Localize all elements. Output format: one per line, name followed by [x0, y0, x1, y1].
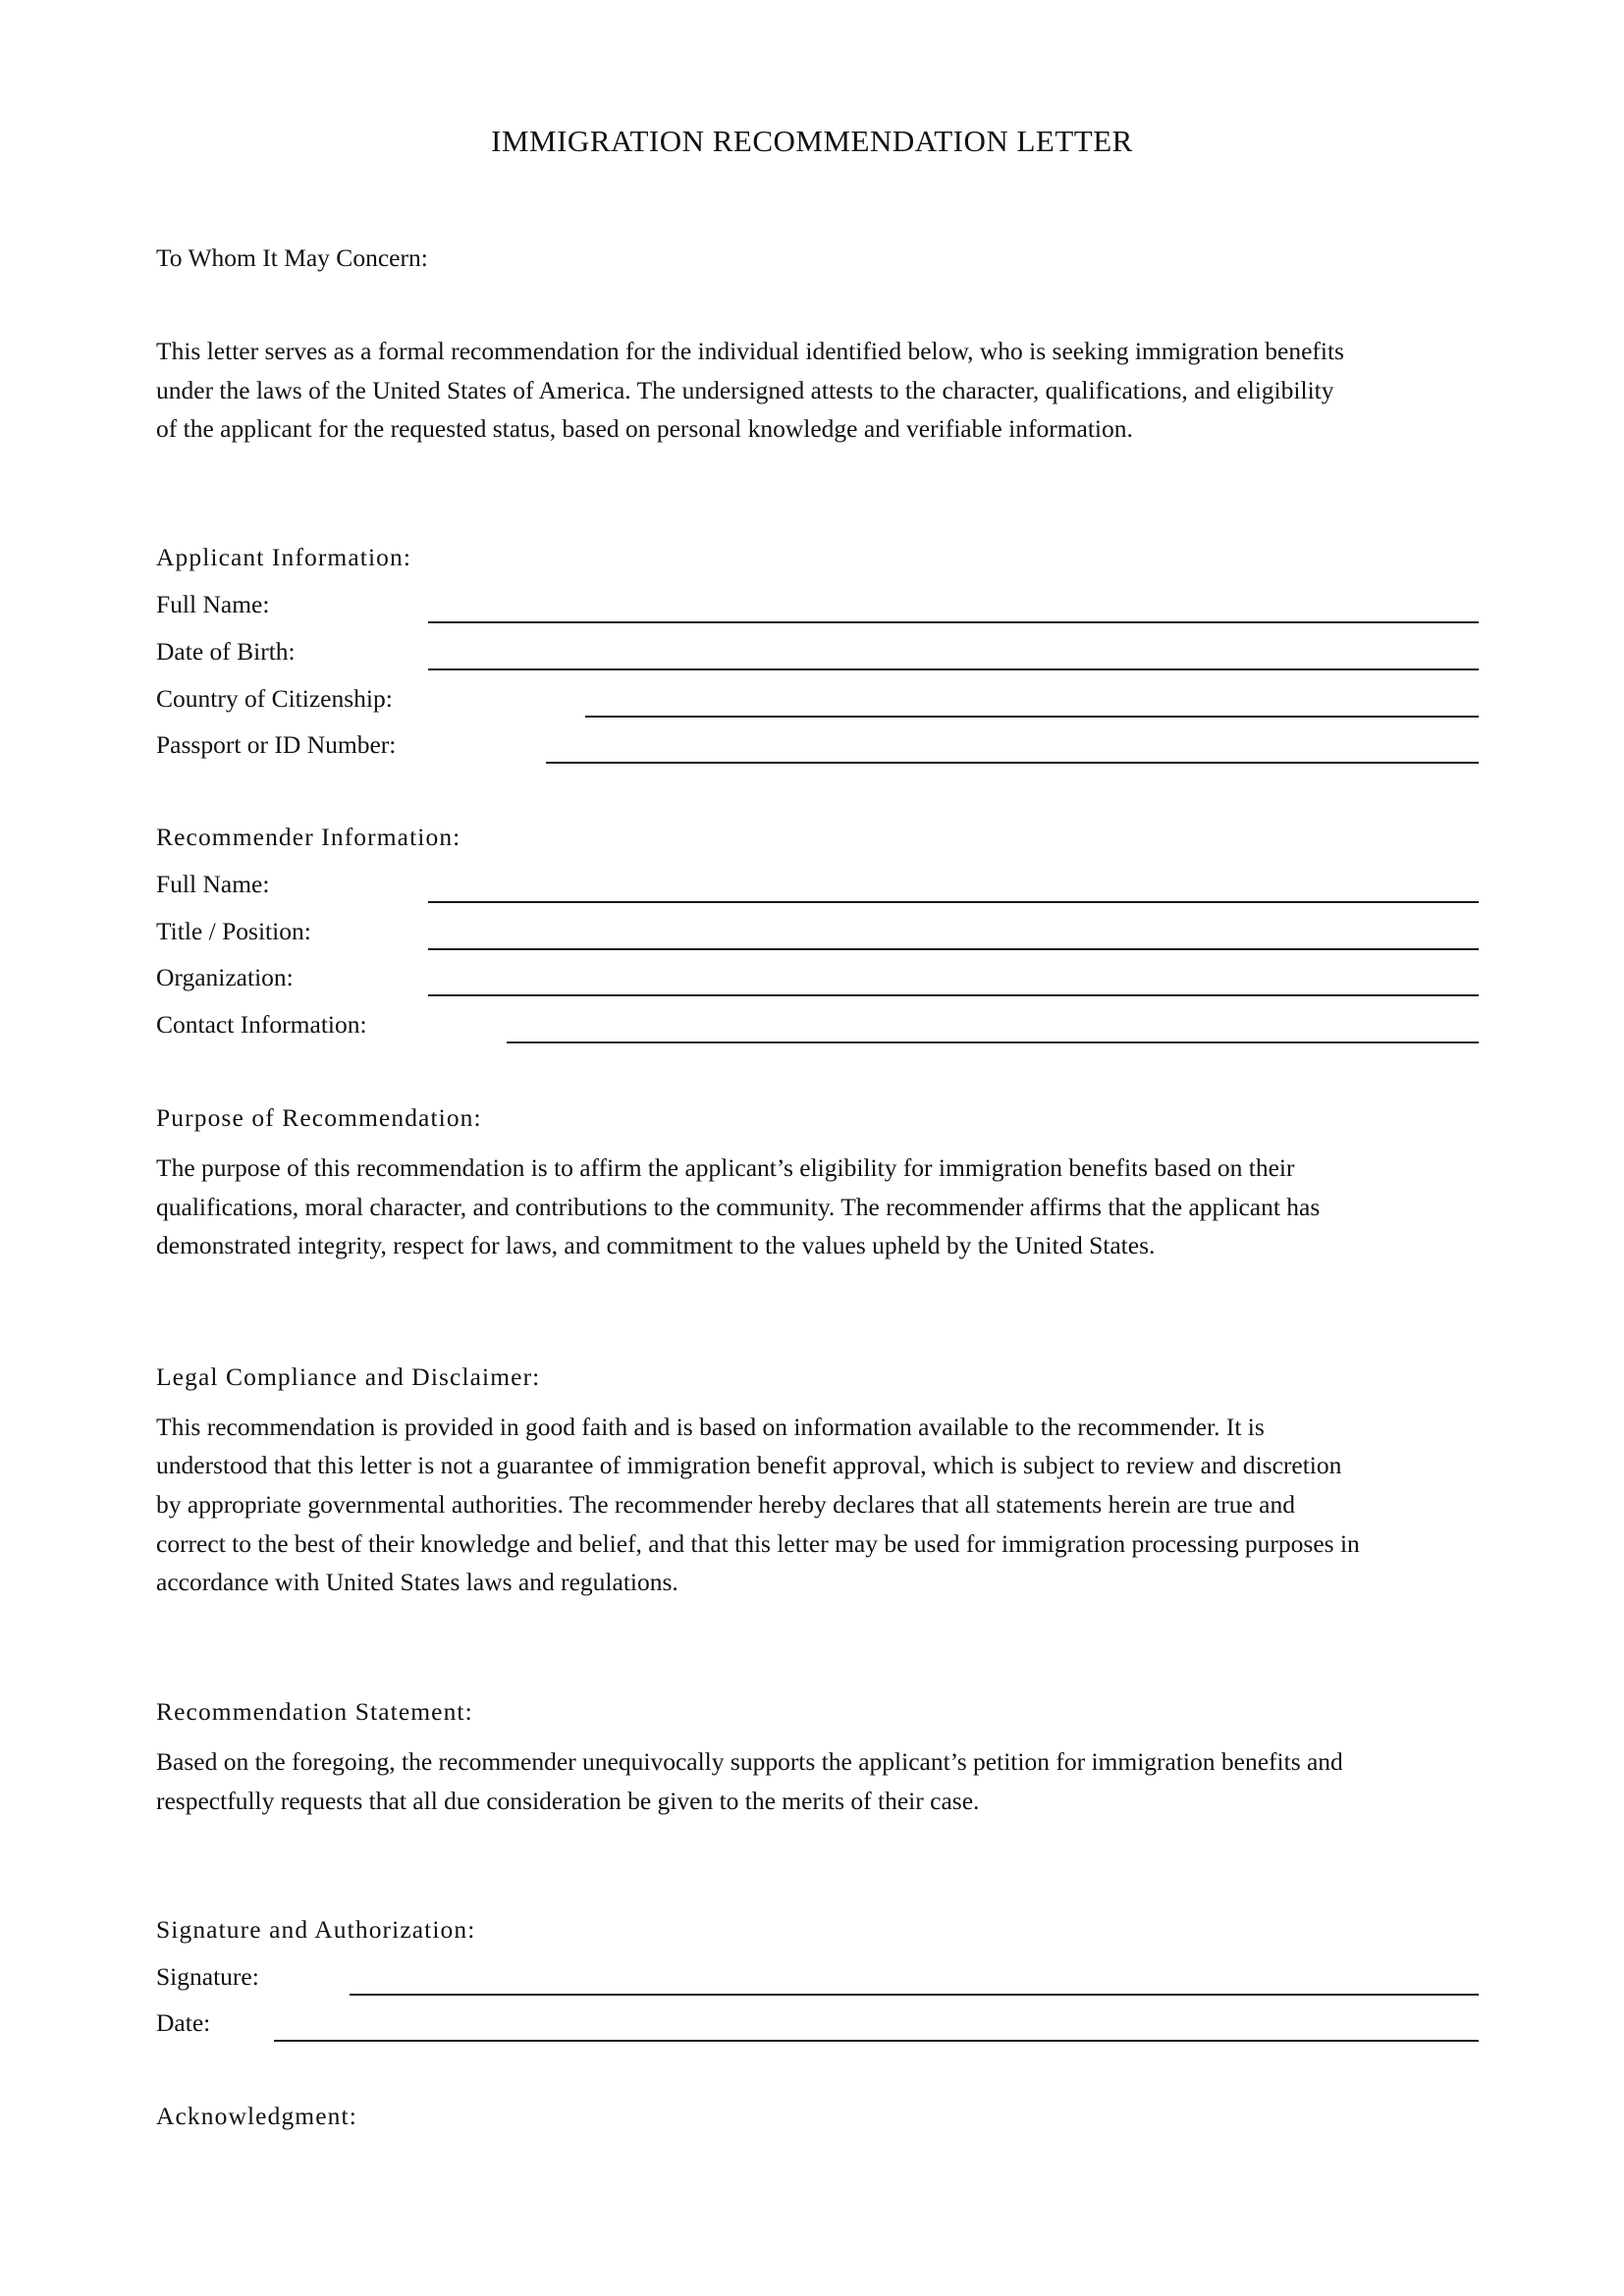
purpose-line-3: demonstrated integrity, respect for laws, and commitment to the values upheld by the United States.	[156, 1231, 1156, 1259]
legal-line-5: accordance with United States laws and regulations.	[156, 1568, 678, 1596]
applicant-passport-label: Passport or ID Number:	[156, 730, 397, 759]
applicant-dob-field[interactable]	[428, 668, 1479, 670]
recommender-organization-field[interactable]	[428, 994, 1479, 996]
intro-line-1: This letter serves as a formal recommendation for the individual identified below, who is seeking immigration benefits	[156, 337, 1344, 365]
legal-line-4: correct to the best of their knowledge and belief, and that this letter may be used for immigration processing purposes in	[156, 1529, 1360, 1558]
applicant-citizenship-field[interactable]	[585, 716, 1479, 718]
statement-heading: Recommendation Statement:	[156, 1697, 473, 1726]
purpose-line-2: qualifications, moral character, and contributions to the community. The recommender affirms that the applicant has	[156, 1193, 1321, 1221]
legal-line-1: This recommendation is provided in good faith and is based on information available to the recommender. It is	[156, 1413, 1265, 1441]
recommender-title-label: Title / Position:	[156, 917, 311, 945]
purpose-heading: Purpose of Recommendation:	[156, 1103, 482, 1132]
recommender-contact-field[interactable]	[507, 1041, 1479, 1043]
signature-heading: Signature and Authorization:	[156, 1915, 476, 1944]
recommender-heading: Recommender Information:	[156, 823, 461, 851]
document-title: IMMIGRATION RECOMMENDATION LETTER	[491, 124, 1133, 158]
statement-line-2: respectfully requests that all due consideration be given to the merits of their case.	[156, 1787, 980, 1815]
applicant-heading: Applicant Information:	[156, 543, 412, 571]
applicant-citizenship-label: Country of Citizenship:	[156, 684, 393, 713]
salutation: To Whom It May Concern:	[156, 243, 428, 272]
legal-heading: Legal Compliance and Disclaimer:	[156, 1362, 541, 1391]
intro-line-3: of the applicant for the requested status, based on personal knowledge and verifiable information.	[156, 414, 1133, 443]
recommender-full-name-label: Full Name:	[156, 870, 270, 898]
applicant-full-name-label: Full Name:	[156, 590, 270, 618]
intro-line-2: under the laws of the United States of America. The undersigned attests to the character, qualifications, and eligibility	[156, 376, 1334, 404]
legal-line-3: by appropriate governmental authorities. The recommender hereby declares that all statements herein are true and	[156, 1490, 1296, 1519]
applicant-passport-field[interactable]	[546, 762, 1479, 764]
acknowledgment-heading: Acknowledgment:	[156, 2102, 357, 2130]
recommender-contact-label: Contact Information:	[156, 1010, 367, 1039]
recommender-title-field[interactable]	[428, 948, 1479, 950]
recommender-full-name-field[interactable]	[428, 901, 1479, 903]
date-field[interactable]	[274, 2040, 1479, 2042]
purpose-line-1: The purpose of this recommendation is to affirm the applicant’s eligibility for immigration benefits based on their	[156, 1153, 1295, 1182]
date-label: Date:	[156, 2008, 211, 2037]
recommender-organization-label: Organization:	[156, 963, 294, 991]
applicant-dob-label: Date of Birth:	[156, 637, 296, 666]
signature-field[interactable]	[350, 1994, 1479, 1996]
statement-line-1: Based on the foregoing, the recommender unequivocally supports the applicant’s petition for immigration benefits and	[156, 1747, 1343, 1776]
applicant-full-name-field[interactable]	[428, 621, 1479, 623]
legal-line-2: understood that this letter is not a guarantee of immigration benefit approval, which is subject to review and discretion	[156, 1451, 1342, 1479]
signature-label: Signature:	[156, 1962, 259, 1991]
